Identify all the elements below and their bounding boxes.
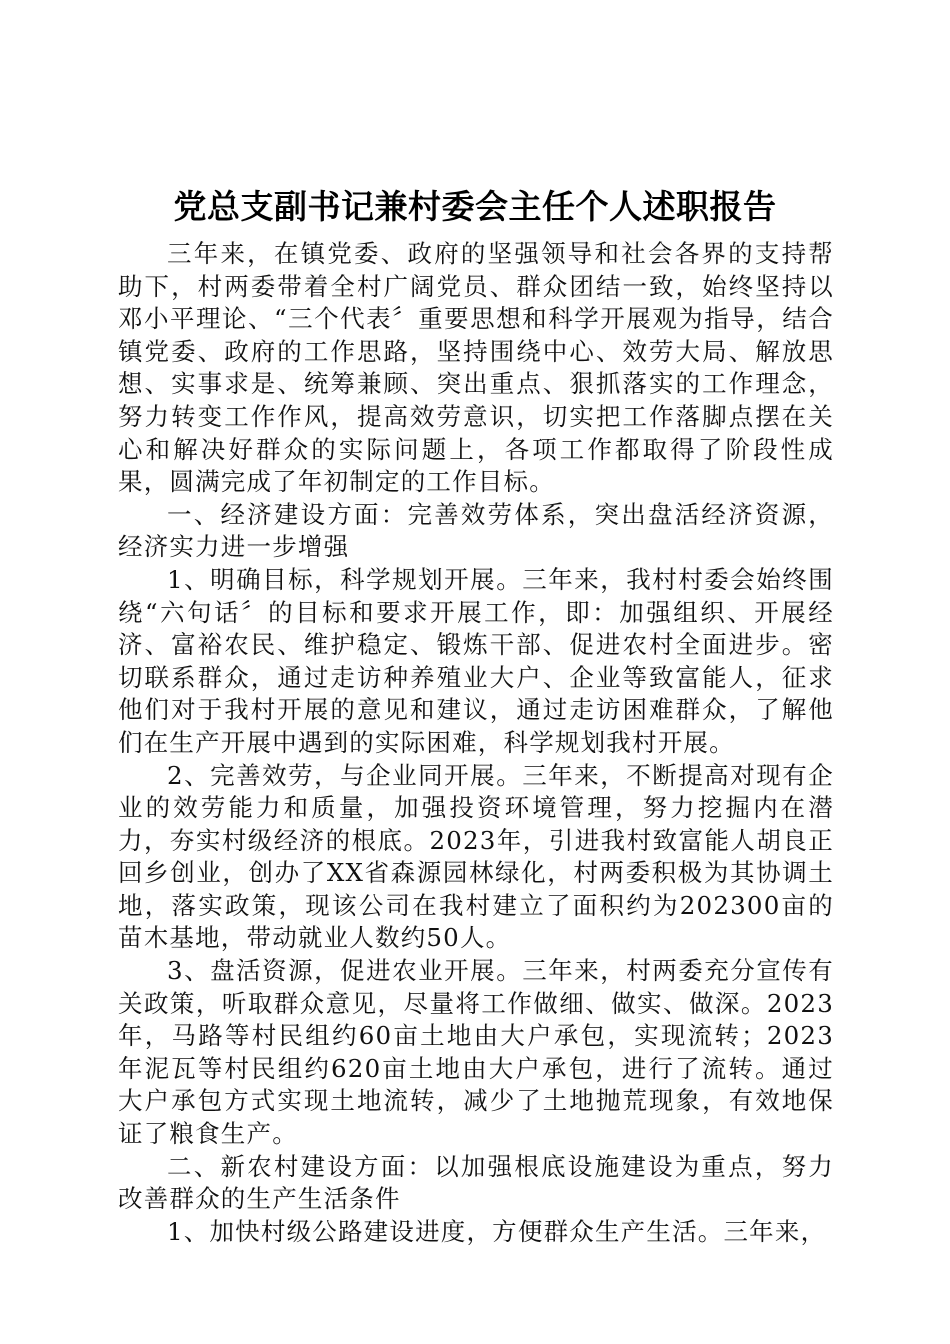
paragraph-economy-3: 3、盘活资源，促进农业开展。三年来，村两委充分宣传有关政策，听取群众意见，尽量将工作做细、做实、做深。2023年，马路等村民组约60亩土地由大户承包，实现流转；2023年泥瓦等村民组约620亩土地由大户承包，进行了流转。通过大户承包方式实现土地流转，减少了土地抛荒现象，有效地保证了粮食生产。 [118,956,834,1149]
paragraph-countryside-1: 1、加快村级公路建设进度，方便群众生产生活。三年来， [167,1216,827,1246]
document-body [118,238,834,1248]
paragraph-economy-2: 2、完善效劳，与企业同开展。三年来，不断提高对现有企业的效劳能力和质量，加强投资环境管理，努力挖掘内在潜力，夯实村级经济的根底。2023年，引进我村致富能人胡良正回乡创业，创办了XX省森源园林绿化，村两委积极为其协调土地，落实政策，现该公司在我村建立了面积约为202300亩的苗木基地，带动就业人数约50人。 [118,760,834,953]
paragraph-economy-1: 1、明确目标，科学规划开展。三年来，我村村委会始终围绕“六句话〞的目标和要求开展工作，即：加强组织、开展经济、富裕农民、维护稳定、锻炼干部、促进农村全面进步。密切联系群众，通过走访种养殖业大户、企业等致富能人，征求他们对于我村开展的意见和建议，通过走访困难群众，了解他们在生产开展中遇到的实际困难，科学规划我村开展。 [118,564,834,757]
paragraph-intro: 三年来，在镇党委、政府的坚强领导和社会各界的支持帮助下，村两委带着全村广阔党员、群众团结一致，始终坚持以邓小平理论、“三个代表〞重要思想和科学开展观为指导，结合镇党委、政府的工作思路，坚持围绕中心、效劳大局、解放思想、实事求是、统筹兼顾、突出重点、狠抓落实的工作理念，努力转变工作作风，提高效劳意识，切实把工作落脚点摆在关心和解决好群众的实际问题上，各项工作都取得了阶段性成果，圆满完成了年初制定的工作目标。 [118,239,834,497]
section-heading-economy: 一、经济建设方面：完善效劳体系，突出盘活经济资源，经济实力进一步增强 [118,499,834,562]
document-title: 党总支副书记兼村委会主任个人述职报告 [173,187,777,226]
section-heading-new-countryside: 二、新农村建设方面：以加强根底设施建设为重点，努力改善群众的生产生活条件 [118,1151,834,1214]
